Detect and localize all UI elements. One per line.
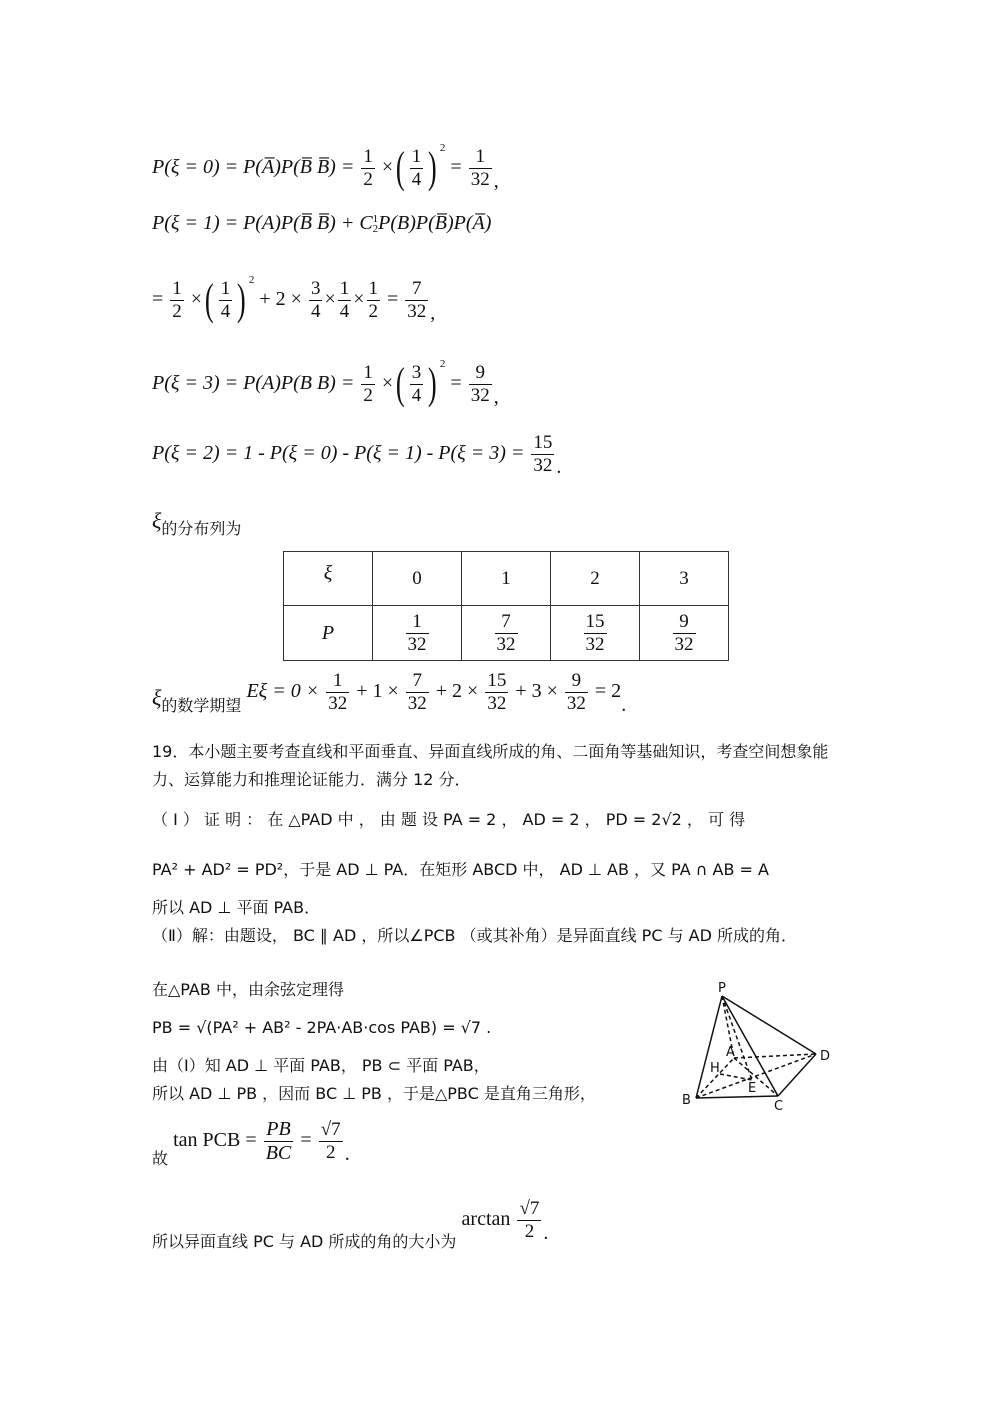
table-cell: 0: [373, 552, 462, 606]
table-cell: P: [284, 606, 373, 661]
q19-part2-pb: PB = √(PA² + AB² - 2PA·AB·cos PAB) = √7 .: [152, 1018, 492, 1037]
table-cell: $\frac{15}{32}$: [551, 606, 640, 661]
q19-part2-line2: 在△PAB 中，由余弦定理得: [152, 980, 344, 999]
distribution-table: [283, 551, 729, 661]
q19-tan-line: 故 tan PCB = $\frac{PB}{BC}$ = $\frac{√7}{2}$ .: [152, 1118, 350, 1168]
equation-p-xi-1: P(ξ = 1) = P(A)P(B̅ B̅) + C 1 2 P(B)P(B̅)P(A̅): [152, 212, 492, 236]
label-e: E: [748, 1081, 757, 1096]
pyramid-figure: [676, 978, 846, 1112]
table-row: [284, 552, 729, 606]
table-cell: $\frac{7}{32}$: [462, 606, 551, 661]
label-a: A: [726, 1045, 735, 1060]
equation-p-xi-1-value: = $\frac{1}{2}$ ×( $\frac{1}{4}$ ) $^2$ + 2 × $\frac{3}{4}$ × $\frac{1}{4}$ × $\frac{1}{2}$ = $\frac{7}{32}$ ,: [152, 274, 436, 325]
equation-p-xi-2: P(ξ = 2) = 1 - P(ξ = 0) - P(ξ = 1) - P(ξ = 3) = $\frac{15}{32}$ .: [152, 432, 562, 478]
table-cell: 2: [551, 552, 640, 606]
label-c: C: [774, 1099, 784, 1112]
table-cell: $\frac{9}{32}$: [640, 606, 729, 661]
q19-part1-line2: PA² + AD² = PD²，于是 AD ⊥ PA．在矩形 ABCD 中， AD ⊥ AB ，又 PA ∩ AB = A: [152, 860, 769, 879]
equation-p-xi-3: P(ξ = 3) = P(A)P(B B) = $\frac{1}{2}$ ×( $\frac{3}{4}$ ) $^2$ = $\frac{9}{32}$ ,: [152, 358, 499, 409]
table-cell: 1: [462, 552, 551, 606]
q19-intro: 19．本小题主要考查直线和平面垂直、异面直线所成的角、二面角等基础知识，考查空间想象能力、运算能力和推理论证能力．满分 12 分．: [152, 742, 829, 789]
q19-part2-line4: 所以 AD ⊥ PB ，因而 BC ⊥ PB ，于是△PBC 是直角三角形，: [152, 1084, 596, 1103]
q19-part1-line3: 所以 AD ⊥ 平面 PAB．: [152, 898, 321, 917]
expectation-line: $\xi_{的数学期望}$ Eξ = 0 × $\frac{1}{32}$ + 1 × $\frac{7}{32}$ + 2 × $\frac{15}{32}$ + 3 × $\frac{9}{32}$ = 2.: [152, 670, 627, 716]
q19-answer-line: 所以异面直线 PC 与 AD 所成的角的大小为 arctan $\frac{√7}{2}$ .: [152, 1198, 549, 1251]
table-cell: $\frac{1}{32}$: [373, 606, 462, 661]
table-row: [284, 606, 729, 661]
table-cell: 3: [640, 552, 729, 606]
q19-part2-line1: （Ⅱ）解：由题设， BC ∥ AD ，所以∠PCB （或其补角）是异面直线 PC 与 AD 所成的角．: [152, 926, 798, 945]
label-h: H: [710, 1061, 720, 1076]
label-p: P: [718, 981, 726, 996]
distribution-intro: ξ的分布列为: [152, 508, 242, 538]
equation-p-xi-0: P(ξ = 0) = P(A̅)P(B̅ B̅) = $\frac{1}{2}$ ×( $\frac{1}{4}$ ) $^2$ = $\frac{1}{32}$ ,: [152, 142, 499, 193]
label-b: B: [682, 1093, 691, 1108]
table-cell: ξ: [284, 552, 373, 606]
label-d: D: [820, 1049, 831, 1064]
q19-part2-line3: 由（Ⅰ）知 AD ⊥ 平面 PAB， PB ⊂ 平面 PAB，: [152, 1056, 490, 1075]
q19-part1-line1: （ Ⅰ ） 证 明 ： 在 △PAD 中 ， 由 题 设 PA = 2 ， AD = 2 ， PD = 2√2 ， 可 得: [152, 810, 746, 829]
